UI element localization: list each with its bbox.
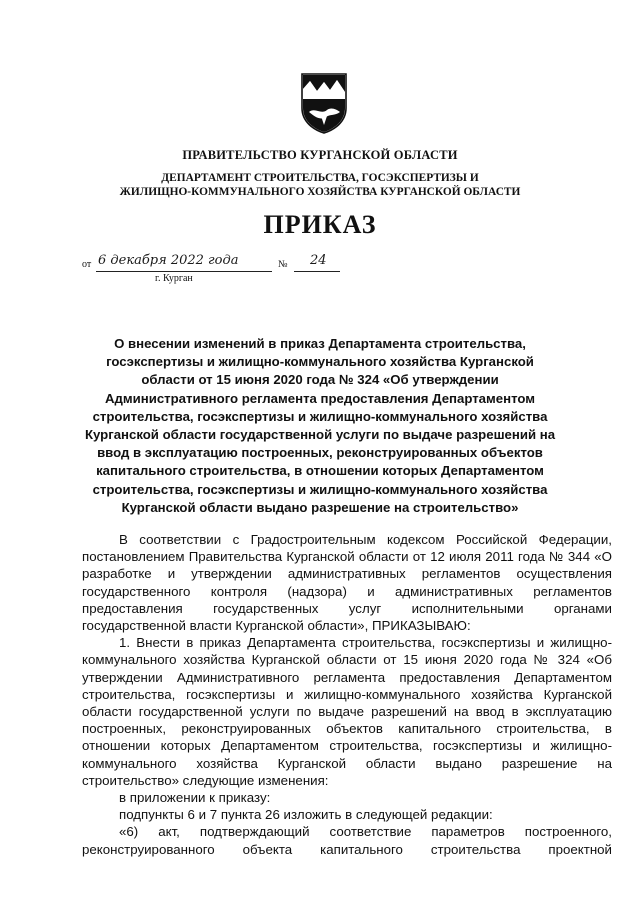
number-handwritten: 24	[310, 253, 327, 268]
order-body	[82, 531, 612, 858]
department-title-line2: ЖИЛИЩНО-КОММУНАЛЬНОГО ХОЗЯЙСТВА КУРГАНСКОЙ ОБЛАСТИ	[119, 185, 521, 198]
number-underline	[294, 271, 340, 272]
date-underline	[96, 271, 272, 272]
department-title	[0, 172, 640, 199]
body-paragraph-item-1: 1. Внести в приказ Департамента строительства, госэкспертизы и жилищно-коммунального хозяйства Курганской области от 15 июня 2020 года № 324 «Об утверждении Административного регламента предоставления Департаментом строительства, госэкспертизы и жилищно-коммунального хозяйства Курганской области государственной услуги по выдаче разрешений на ввод в эксплуатацию построенных, реконструированных объектов капитального строительства, в отношении которых Департаментом строительства, госэкспертизы и жилищно-коммунального хозяйства Курганской области выдано разрешение на строительство» следующие изменения:	[82, 635, 612, 788]
coat-of-arms-emblem	[300, 72, 348, 134]
number-sign: №	[278, 259, 288, 270]
department-title-line1: ДЕПАРТАМЕНТ СТРОИТЕЛЬСТВА, ГОСЭКСПЕРТИЗЫ И	[161, 172, 479, 184]
document-type-title: ПРИКАЗ	[263, 210, 377, 239]
date-handwritten: 6 декабря 2022 года	[98, 253, 239, 268]
body-paragraph-basis: В соответствии с Градостроительным кодексом Российской Федерации, постановлением Правительства Курганской области от 12 июля 2011 года № 344 «О разработке и утверждении административных регламентов осуществления государственного контроля (надзора) и административных регламентов предоставления государственных услуг исполнительными органами государственной власти Курганской области», ПРИКАЗЫВАЮ:	[82, 532, 612, 634]
body-paragraph-subitems: подпункты 6 и 7 пункта 26 изложить в следующей редакции:	[119, 807, 493, 823]
city-label: г. Курган	[155, 273, 193, 284]
government-title: ПРАВИТЕЛЬСТВО КУРГАНСКОЙ ОБЛАСТИ	[182, 148, 458, 162]
date-number-block	[82, 252, 382, 292]
order-subject: О внесении изменений в приказ Департамента строительства, госэкспертизы и жилищно-коммунального хозяйства Курганской области от 15 июня 2020 года № 324 «Об утверждении Административного регламента предоставления Департаментом строительства, госэкспертизы и жилищно-коммунального хозяйства Курганской области государственной услуги по выдаче разрешений на ввод в эксплуатацию построенных, реконструированных объектов капитального строительства, в отношении которых Департаментом строительства, госэкспертизы и жилищно-коммунального хозяйства Курганской области выдано разрешение на строительство»	[84, 336, 556, 515]
date-prefix: от	[82, 259, 92, 270]
body-paragraph-appendix: в приложении к приказу:	[119, 790, 271, 806]
body-paragraph-subitem-6: «6) акт, подтверждающий соответствие параметров построенного, реконструированного объекта капитального строительства проектной	[82, 824, 612, 857]
